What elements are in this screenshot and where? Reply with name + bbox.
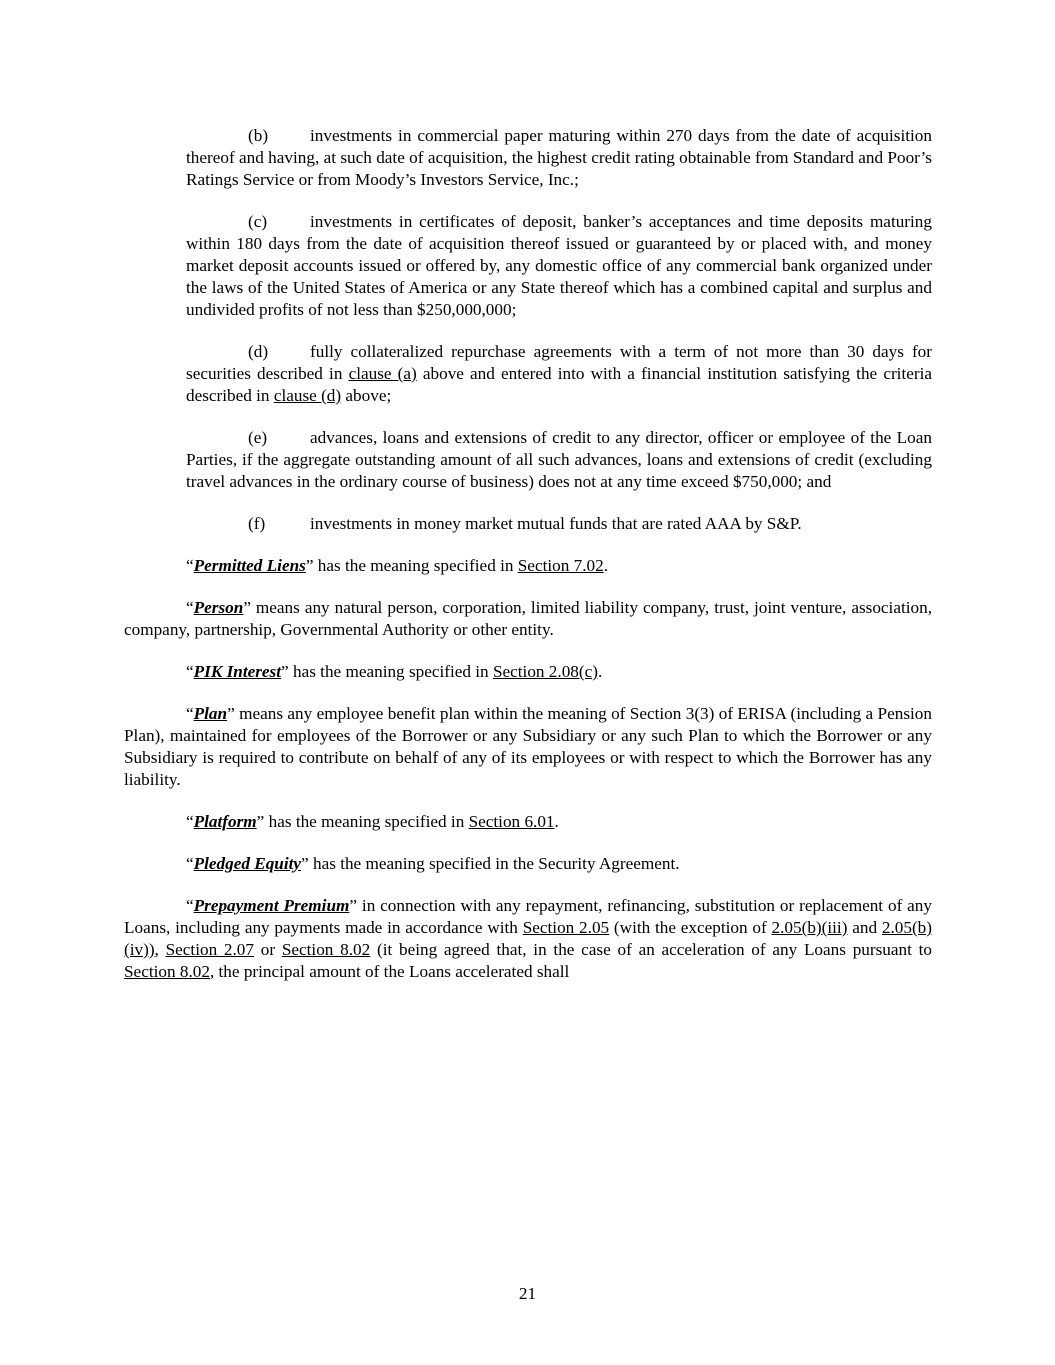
defined-term: Permitted Liens [193,556,306,575]
definition-text: . [603,556,608,575]
cross-reference: Section 2.05 [522,918,610,937]
cross-reference: clause (a) [348,364,417,383]
defined-term: Platform [193,812,257,831]
definition-text: . [554,812,559,831]
clause-label: (e) [248,428,268,447]
clause-c [186,211,932,321]
defined-term: Person [193,598,244,617]
close-quote: ” [227,704,235,723]
clause-text: fully collateralized repurchase agreements with a term of not more than 30 days for securities described in [186,342,932,383]
open-quote: “ [186,598,194,617]
clause-label: (d) [248,342,269,361]
cross-reference: Section 2.07 [165,940,254,959]
definition-text: in connection with any repayment, refinancing, substitution or replacement of any Loans, including any payments made in accordance with [124,896,932,937]
open-quote: “ [186,812,194,831]
close-quote: ” [349,896,358,915]
close-quote: ” [301,854,309,873]
clause-text: above; [341,386,392,405]
open-quote: “ [186,854,194,873]
cross-reference: Section 6.01 [468,812,555,831]
open-quote: “ [186,704,194,723]
definition-text: (it being agreed that, in the case of an acceleration of any Loans pursuant to [370,940,933,959]
defined-term: Plan [193,704,228,723]
definition-permitted-liens [124,555,932,577]
defined-term: Prepayment Premium [193,896,350,915]
cross-reference: Section 8.02 [124,962,210,981]
close-quote: ” [256,812,265,831]
clause-text: investments in commercial paper maturing within 270 days from the date of acquisition thereof and having, at such date of acquisition, the highest credit rating obtainable from Standard and Poor’s Ratings Service or from Moody’s Investors Service, Inc.; [186,126,932,189]
definition-text: and [847,918,882,937]
definition-text: has the meaning specified in [264,812,469,831]
clause-text: investments in money market mutual funds that are rated AAA by S&P. [310,514,802,533]
clause-d [186,341,932,407]
close-quote: ” [305,556,314,575]
definition-text: or [254,940,282,959]
open-quote: “ [186,662,194,681]
clause-text: investments in certificates of deposit, banker’s acceptances and time deposits maturing within 180 days from the date of acquisition thereof issued or guaranteed by or placed with, and money market deposit accounts issued or offered by, any domestic office of any commercial bank organized under the laws of the United States of America or any State thereof which has a combined capital and surplus and undivided profits of not less than $250,000,000; [186,212,932,319]
defined-term: PIK Interest [193,662,282,681]
definition-text: has the meaning specified in [288,662,493,681]
cross-reference: Section 8.02 [281,940,371,959]
definition-prepayment-premium [124,895,932,983]
cross-reference: Section 2.08(c) [492,662,598,681]
clause-label: (b) [248,126,269,145]
definition-text: , the principal amount of the Loans accelerated shall [209,962,570,981]
definition-text: , [154,940,166,959]
clause-text: above and entered into with a financial institution satisfying the criteria described in [186,364,932,405]
clause-b [186,125,932,191]
cross-reference: 2.05(b)(iii) [771,918,848,937]
close-quote: ” [281,662,289,681]
definition-platform [124,811,932,833]
cross-reference: clause (d) [273,386,342,405]
page-body [124,125,932,1003]
defined-term: Pledged Equity [193,854,302,873]
cross-reference: 2.05(b)(iv)) [124,918,932,959]
definition-plan [124,703,932,791]
cross-reference: Section 7.02 [517,556,604,575]
close-quote: ” [243,598,251,617]
definition-text: has the meaning specified in the Security Agreement. [308,854,680,873]
definition-pledged-equity [124,853,932,875]
clause-label: (f) [248,514,266,533]
open-quote: “ [186,556,194,575]
definition-text: . [597,662,603,681]
definition-person [124,597,932,641]
clause-e [186,427,932,493]
clause-label: (c) [248,212,268,231]
definition-text: means any employee benefit plan within the meaning of Section 3(3) of ERISA (including a Pension Plan), maintained for employees of the Borrower or any Subsidiary or any such Plan to which the Borrower or any Subsidiary is required to contribute on behalf of any of its employees or with respect to which the Borrower has any liability. [124,704,932,789]
definition-text: has the meaning specified in [313,556,518,575]
page-number: 21 [518,1284,537,1303]
clause-text: advances, loans and extensions of credit to any director, officer or employee of the Loan Parties, if the aggregate outstanding amount of all such advances, loans and extensions of credit (excluding travel advances in the ordinary course of business) does not at any time exceed $750,000; and [186,428,932,491]
definition-pik-interest [124,661,932,683]
clause-f [186,513,932,535]
definition-text: (with the exception of [609,918,772,937]
definition-text: means any natural person, corporation, limited liability company, trust, joint venture, association, company, partnership, Governmental Authority or other entity. [124,598,932,639]
open-quote: “ [186,896,194,915]
